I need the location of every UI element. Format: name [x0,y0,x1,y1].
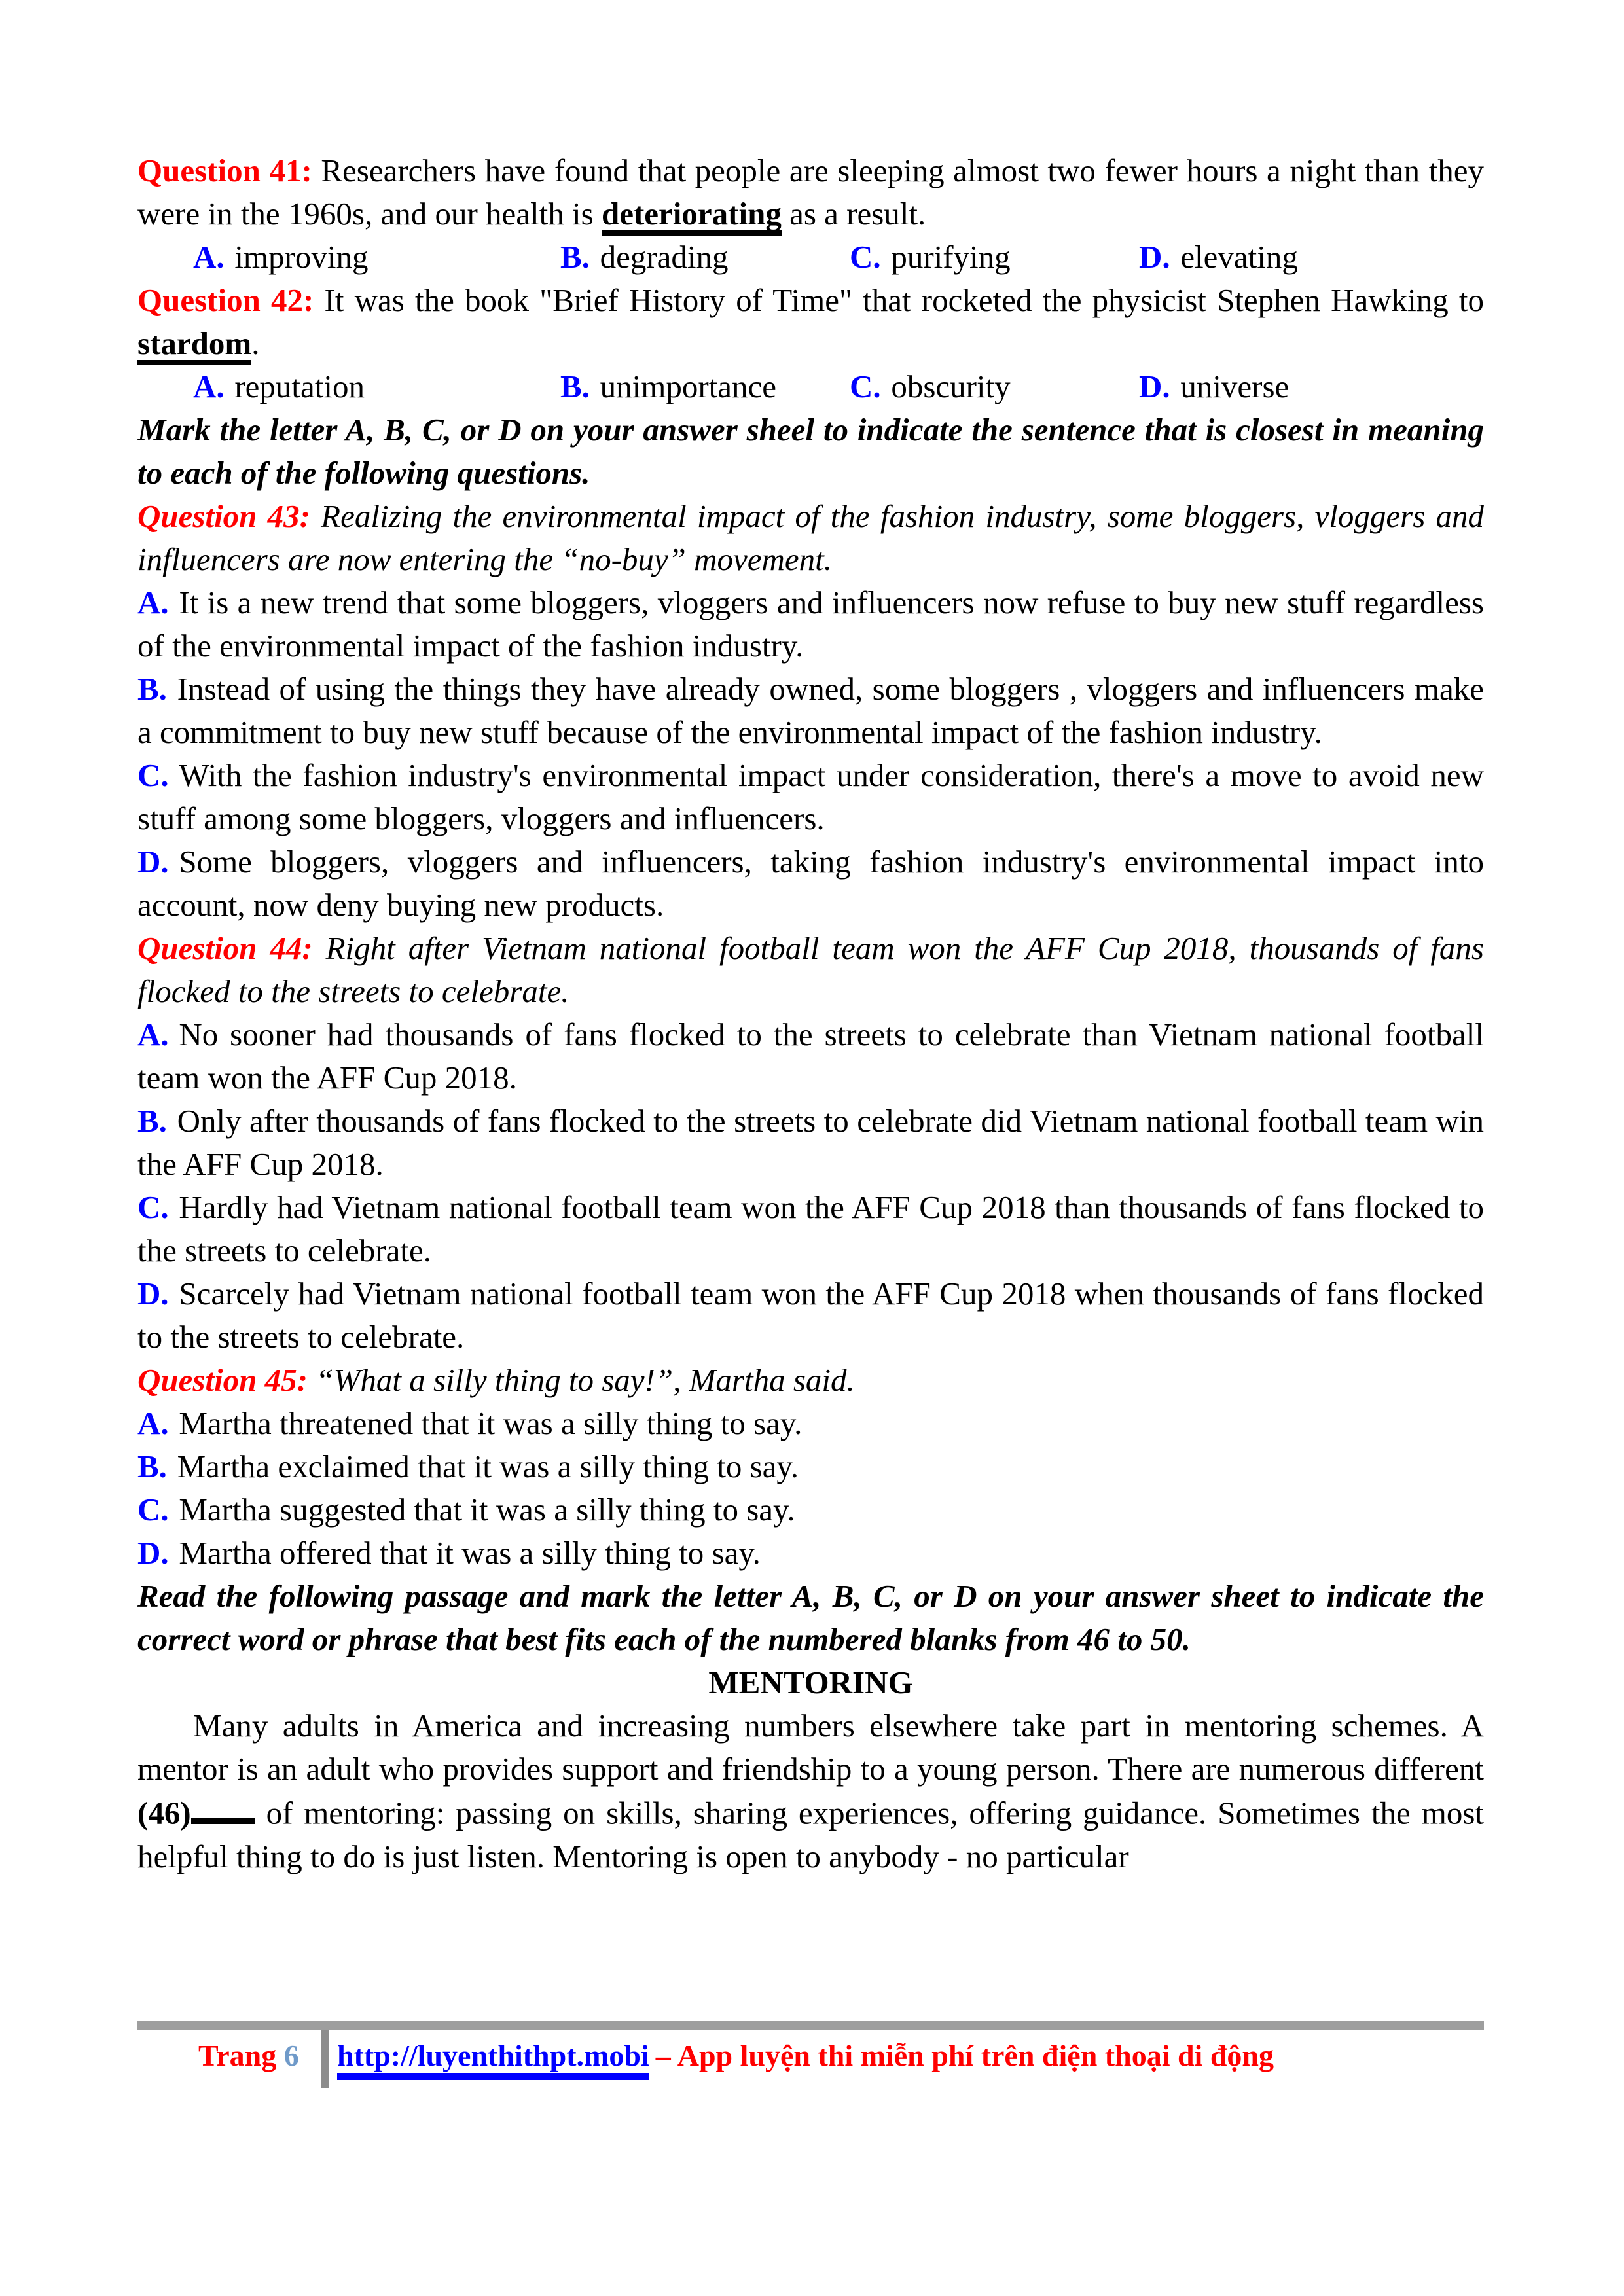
question-42-underlined-word: stardom [137,327,251,365]
question-41-stem-before: Researchers have found that people are sleeping almost two fewer hours a night than they were in the 1960s, and our health is [137,152,1484,232]
option-45-B-text: Martha exclaimed that it was a silly thing to say. [177,1448,799,1484]
question-42-label: Question 42: [137,282,314,318]
option-44-C-letter: C. [137,1189,169,1225]
blank-46-label: (46) [137,1795,191,1831]
option-43-A-text: It is a new trend that some bloggers, vloggers and influencers now refuse to buy new stuff regardless of the environmental impact of the fashion industry. [137,584,1484,664]
option-45-D [137,1532,1484,1575]
question-44-label: Question 44: [137,930,313,966]
option-43-D [137,840,1484,927]
option-45-D-text: Martha offered that it was a silly thing to say. [179,1535,761,1571]
question-41-label: Question 41: [137,152,312,188]
option-42-D [1139,365,1289,408]
option-41-A-letter: A. [193,239,225,275]
question-42 [137,279,1484,365]
instruction-cloze: Read the following passage and mark the letter A, B, C, or D on your answer sheet to indicate the correct word or phrase that best fits each of the numbered blanks from 46 to 50. [137,1578,1484,1657]
footer-divider [321,2030,329,2088]
option-41-A-text: improving [234,239,369,275]
option-44-B [137,1100,1484,1186]
option-44-D [137,1272,1484,1359]
option-45-C-letter: C. [137,1492,169,1528]
option-42-C-letter: C. [850,368,881,404]
footer-text [329,2030,1274,2088]
option-42-D-letter: D. [1139,368,1170,404]
option-45-B-letter: B. [137,1448,167,1484]
question-42-stem-before: It was the book "Brief History of Time" that rocketed the physicist Stephen Hawking to [324,282,1485,318]
option-44-A-letter: A. [137,1016,169,1052]
option-41-D [1139,236,1298,279]
blank-46-line [191,1791,255,1824]
option-43-B-text: Instead of using the things they have already owned, some bloggers , vloggers and influencers make a commitment to buy new stuff because of the environmental impact of the fashion industry. [137,671,1484,750]
option-41-B [560,236,729,279]
footer-rule [137,2021,1484,2030]
option-44-A [137,1013,1484,1100]
option-41-D-text: elevating [1180,239,1298,275]
option-43-A [137,581,1484,668]
footer-dash: – [655,2039,671,2072]
option-43-B-letter: B. [137,671,167,707]
footer-page-number: 6 [283,2039,299,2072]
option-44-D-text: Scarcely had Vietnam national football team won the AFF Cup 2018 when thousands of fans flocked to the streets to celebrate. [137,1276,1484,1355]
option-42-C-text: obscurity [891,368,1011,404]
footer-tagline: App luyện thi miễn phí trên điện thoại di động [677,2039,1274,2072]
question-43 [137,495,1484,581]
footer-page-label: Trang [198,2039,277,2072]
option-44-A-text: No sooner had thousands of fans flocked to the streets to celebrate than Vietnam national football team won the AFF Cup 2018. [137,1016,1484,1096]
option-41-B-letter: B. [560,239,590,275]
question-45-stem: “What a silly thing to say!”, Martha said. [316,1362,855,1398]
option-41-C-letter: C. [850,239,881,275]
option-43-D-letter: D. [137,844,169,880]
option-43-C-text: With the fashion industry's environmental impact under consideration, there's a move to avoid new stuff among some bloggers, vloggers and influencers. [137,757,1484,836]
option-42-B-letter: B. [560,368,590,404]
question-42-stem-after: . [251,325,260,361]
option-42-A [193,365,365,408]
question-45 [137,1359,1484,1402]
question-42-options [137,365,1484,408]
option-45-B [137,1445,1484,1488]
option-45-C-text: Martha suggested that it was a silly thing to say. [179,1492,795,1528]
option-43-C [137,754,1484,840]
footer-link[interactable]: http://luyenthithpt.mobi [337,2039,649,2080]
option-43-D-text: Some bloggers, vloggers and influencers, taking fashion industry's environmental impact into account, now deny buying new products. [137,844,1484,923]
passage-text-after-blank: of mentoring: passing on skills, sharing experiences, offering guidance. Sometimes the most helpful thing to do is just listen. Mentoring is open to anybody - no particular [137,1795,1484,1874]
option-42-B-text: unimportance [600,368,777,404]
option-44-B-letter: B. [137,1103,167,1139]
question-43-label: Question 43: [137,498,310,534]
question-43-stem: Realizing the environmental impact of the fashion industry, some bloggers, vloggers and influencers are now entering the “no-buy” movement. [137,498,1484,577]
option-41-A [193,236,368,279]
option-43-A-letter: A. [137,584,169,620]
option-45-D-letter: D. [137,1535,169,1571]
question-44 [137,927,1484,1013]
option-45-A-letter: A. [137,1405,169,1441]
option-45-C [137,1488,1484,1532]
passage-title: MENTORING [708,1664,913,1700]
option-44-C [137,1186,1484,1272]
option-42-A-text: reputation [234,368,365,404]
passage-body [137,1704,1484,1878]
question-41-stem-after: as a result. [781,196,926,232]
instruction-closest-meaning: Mark the letter A, B, C, or D on your answer sheel to indicate the sentence that is closest in meaning to each of the following questions. [137,412,1484,491]
option-43-B [137,668,1484,754]
question-41-options [137,236,1484,279]
exam-content [137,149,1484,1878]
option-41-C [850,236,1011,279]
option-44-B-text: Only after thousands of fans flocked to the streets to celebrate did Vietnam national football team win the AFF Cup 2018. [137,1103,1484,1182]
question-41-underlined-word: deteriorating [602,198,782,236]
option-42-B [560,365,776,408]
passage-text-before-blank: Many adults in America and increasing numbers elsewhere take part in mentoring schemes. A mentor is an adult who provides support and friendship to a young person. There are numerous different [137,1708,1484,1787]
footer [137,2030,1484,2088]
option-41-C-text: purifying [891,239,1011,275]
option-44-D-letter: D. [137,1276,169,1312]
option-42-C [850,365,1011,408]
option-41-B-text: degrading [600,239,729,275]
option-42-D-text: universe [1180,368,1290,404]
option-45-A [137,1402,1484,1445]
footer-page-indicator [137,2030,321,2088]
option-44-C-text: Hardly had Vietnam national football team won the AFF Cup 2018 than thousands of fans flocked to the streets to celebrate. [137,1189,1484,1268]
option-43-C-letter: C. [137,757,169,793]
option-41-D-letter: D. [1139,239,1170,275]
question-44-stem: Right after Vietnam national football team won the AFF Cup 2018, thousands of fans flocked to the streets to celebrate. [137,930,1485,1009]
option-42-A-letter: A. [193,368,225,404]
option-45-A-text: Martha threatened that it was a silly thing to say. [179,1405,803,1441]
question-45-label: Question 45: [137,1362,308,1398]
question-41 [137,149,1484,236]
